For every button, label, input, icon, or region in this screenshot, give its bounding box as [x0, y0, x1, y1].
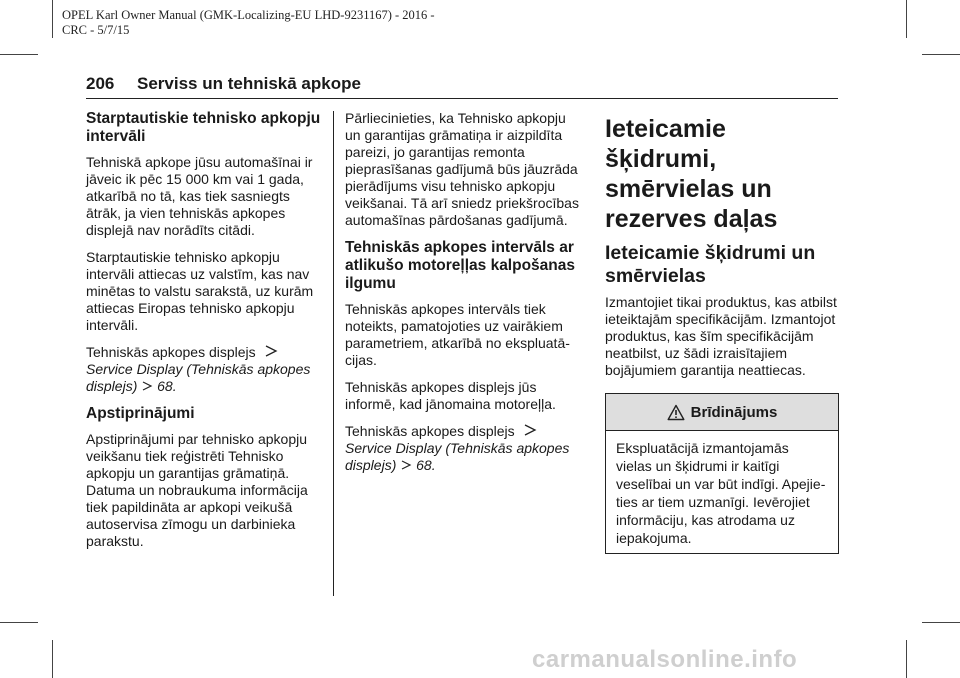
reference-arrow-icon — [141, 380, 153, 392]
crop-mark — [906, 640, 907, 678]
paragraph: Pārliecinieties, ka Tehnisko apkopju un garantijas grāmatiņa ir aizpildīta pareizi, jo garantijas remonta pieprasīšanas gadījumā būs jāuzrāda pierādījums visu tehnisko apkopju veikšanai. Tā arī sniedz priekšrocības automašīnas pārdošanas gadījumā. — [345, 110, 579, 228]
crop-mark — [52, 0, 53, 38]
crop-mark — [906, 0, 907, 38]
column-3 — [605, 110, 839, 554]
reference-link[interactable]: Service Display (Tehniskās apkopes displejs) — [345, 440, 570, 473]
paragraph: Tehniskās apkopes displejs jūs informē, kad jānomaina motoreļļa. — [345, 379, 556, 412]
warning-header — [606, 394, 838, 431]
paragraph: Tehniskā apkope jūsu automašīnai ir jāveic ik pēc 15 000 km vai 1 gada, atkarībā no tā, kas tiek sasniegts ātrāk, ja vien tehniskās apkopes displejā nav norādīts citādi. — [86, 154, 313, 238]
watermark: carmanualsonline.info — [532, 646, 798, 673]
column-divider — [333, 111, 334, 596]
reference-paragraph: Tehniskās apkopes displejs Service Display (Tehniskās apkopes displejs) 68. — [86, 344, 311, 394]
column-1 — [86, 110, 322, 560]
heading-main: Ieteicamie šķidrumi, smērvielas un rezerves daļas — [605, 115, 778, 233]
warning-triangle-icon — [667, 404, 685, 421]
paragraph: Izmantojiet tikai produktus, kas atbilst ieteiktajām specifikācijām. Izmantojot produktus, kas šīm specifikācijām neatbilst, uz šādi izraisītajiem bojājumiem garantija neattiecas. — [605, 294, 837, 378]
crop-mark — [52, 640, 53, 678]
reference-arrow-icon — [523, 423, 537, 437]
header-rule — [86, 98, 838, 99]
page-reference[interactable]: 68. — [416, 457, 436, 473]
reference-arrow-icon — [400, 459, 412, 471]
heading-intervals: Starptautiskie tehnisko apkopju intervāli — [86, 110, 321, 145]
heading-confirmations: Apstiprinājumi — [86, 405, 195, 422]
crop-mark — [922, 54, 960, 55]
page-reference[interactable]: 68. — [157, 378, 177, 394]
warning-title: Brīdinājums — [690, 403, 778, 421]
crop-mark — [0, 622, 38, 623]
crop-mark — [0, 54, 38, 55]
heading-remaining-oil-life: Tehniskās apkopes intervāls ar atlikušo motoreļļas kalpošanas ilgumu — [345, 239, 576, 292]
warning-body — [606, 431, 838, 553]
warning-box — [605, 393, 839, 554]
page-number: 206 — [86, 74, 115, 93]
heading-sub: Ieteicamie šķidrumi un smērvielas — [605, 242, 816, 287]
reference-paragraph: Tehniskās apkopes displejs Service Display (Tehniskās apkopes displejs) 68. — [345, 423, 570, 473]
print-metadata: OPEL Karl Owner Manual (GMK-Localizing-EU LHD-9231167) - 2016 - CRC - 5/7/15 — [62, 8, 435, 37]
paragraph: Tehniskās apkopes intervāls tiek noteikts, pamatojoties uz vairākiem parametriem, atkarībā no ekspluatācijas. — [345, 301, 570, 368]
section-title: Serviss un tehniskā apkope — [137, 74, 361, 93]
crop-mark — [922, 622, 960, 623]
paragraph: Apstiprinājumi par tehnisko apkopju veikšanu tiek reģistrēti Tehnisko apkopju un garantijas grāmatiņā. Datuma un nobraukuma informācija tiek papildināta ar apkopi veikušā autoservisa zīmogu un darbinieka parakstu. — [86, 431, 308, 549]
reference-link[interactable]: Service Display (Tehniskās apkopes displejs) — [86, 361, 311, 394]
reference-arrow-icon — [264, 344, 278, 358]
warning-text: Ekspluatācijā izmantojamās vielas un šķidrumi ir kaitīgi veselībai un var būt indīgi. Apejieties ar tiem uzmanīgi. Ievērojiet informāciju, kas atrodama uz iepakojuma. — [616, 440, 826, 546]
column-2 — [345, 110, 581, 484]
paragraph: Starptautiskie tehnisko apkopju intervāli attiecas uz valstīm, kas nav minētas to valstu sarakstā, uz kurām attiecas Eiropas tehnisko apkopju intervāli. — [86, 249, 314, 333]
